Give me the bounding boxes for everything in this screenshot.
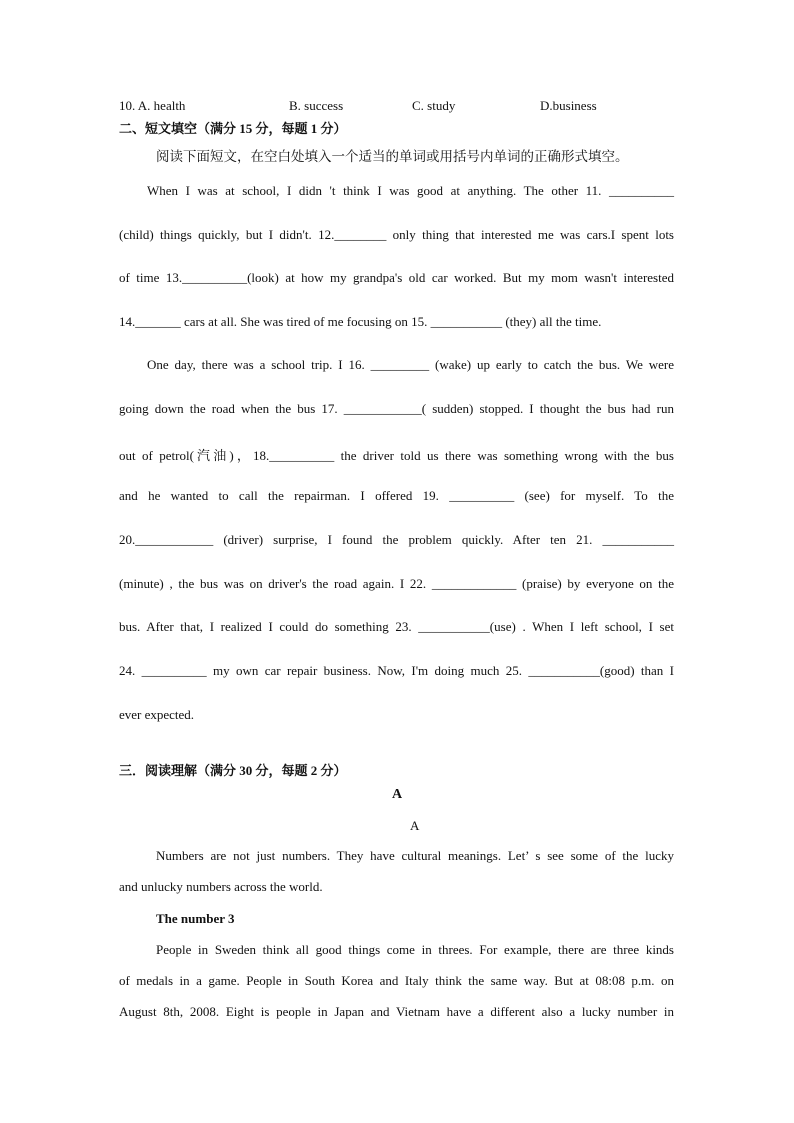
intro-line-1: Numbers are not just numbers. They have cultural meanings. Let’ s see some of the lucky [156, 848, 674, 863]
cloze-line-9: 20.____________ (driver) surprise, I found the problem quickly. After ten 21. ___________ [119, 532, 674, 547]
cloze-line-12: 24. __________ my own car repair business. Now, I'm doing much 25. ___________(good) than I [119, 663, 674, 678]
cloze-line-4: 14._______ cars at all. She was tired of me focusing on 15. ___________ (they) all the time. [119, 314, 602, 329]
section2-heading: 二、短文填空（满分 15 分，每题 1 分） [119, 121, 347, 136]
cloze-line-1: When I was at school, I didn 't think I was good at anything. The other 11. __________ [147, 183, 674, 198]
body-line-2: of medals in a game. People in South Korea and Italy think the same way. But at 08:08 p.m. on [119, 973, 674, 988]
cloze-line-10: (minute) , the bus was on driver's the road again. I 22. _____________ (praise) by everyone on the [119, 576, 674, 591]
cloze-line-6: going down the road when the bus 17. ____________( sudden) stopped. I thought the bus had run [119, 401, 674, 416]
cloze-line-13: ever expected. [119, 707, 195, 722]
passage-label: A [410, 818, 420, 833]
passage-label-bold: A [391, 787, 403, 802]
subheading-number-3: The number 3 [156, 911, 235, 926]
option-d: D.business [540, 98, 597, 113]
cloze-line-7: out of petrol(汽油)，18.__________ the driver told us there was something wrong with the bus [119, 448, 674, 463]
question-10-options [0, 98, 794, 116]
cloze-line-5: One day, there was a school trip. I 16. _________ (wake) up early to catch the bus. We were [147, 357, 674, 372]
body-line-3: August 8th, 2008. Eight is people in Japan and Vietnam have a different also a lucky number in [119, 1004, 674, 1019]
option-a: 10. A. health [119, 98, 186, 113]
section2-instruction: 阅读下面短文，在空白处填入一个适当的单词或用括号内单词的正确形式填空。 [156, 149, 629, 164]
body-line-1: People in Sweden think all good things come in threes. For example, there are three kinds [156, 942, 674, 957]
cloze-line-2: (child) things quickly, but I didn't. 12.________ only thing that interested me was cars.I spent lots [119, 227, 674, 242]
option-c: C. study [412, 98, 456, 113]
option-b: B. success [289, 98, 344, 113]
cloze-line-8: and he wanted to call the repairman. I offered 19. __________ (see) for myself. To the [119, 488, 674, 503]
cloze-line-3: of time 13.__________(look) at how my grandpa's old car worked. But my mom wasn't interested [119, 270, 674, 285]
cloze-line-11: bus. After that, I realized I could do something 23. ___________(use) . When I left school, I set [119, 619, 674, 634]
intro-line-2: and unlucky numbers across the world. [119, 879, 323, 894]
section3-heading: 三．阅读理解（满分 30 分，每题 2 分） [119, 763, 347, 778]
